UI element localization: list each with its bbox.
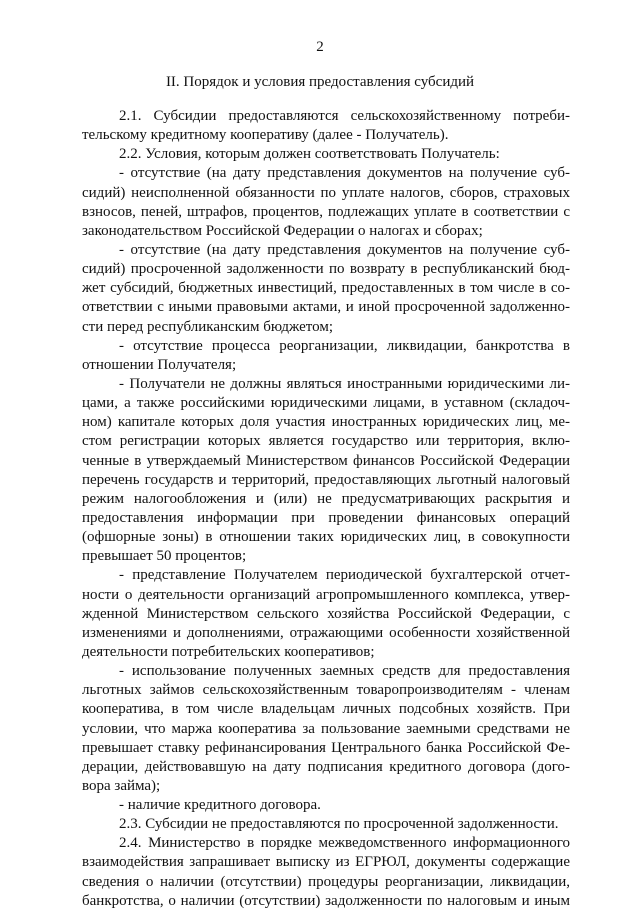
text-line: сидий) просроченной задолженности по возврату в республиканский бюд- <box>82 261 570 278</box>
text-line: жденной Министерством сельского хозяйства Российской Федерации, с <box>82 605 570 622</box>
text-line: - наличие кредитного договора. <box>119 797 321 814</box>
text-line: превышает 50 процентов; <box>82 548 247 565</box>
text-line: сти перед республиканским бюджетом; <box>82 318 334 335</box>
text-line: - использование полученных заемных средств для предоставления <box>119 663 570 680</box>
text-line: взносов, пеней, штрафов, процентов, подлежащих уплате в соответствии с <box>82 203 570 220</box>
text-line: - представление Получателем периодической бухгалтерской отчет- <box>119 567 570 584</box>
text-line: 2.1. Субсидии предоставляются сельскохозяйственному потреби- <box>119 108 570 124</box>
text-line: 2.3. Субсидии не предоставляются по просроченной задолженности. <box>119 816 559 833</box>
text-line: - отсутствие (на дату представления документов на получение суб- <box>119 165 570 182</box>
text-line: дерации, действовавшую на дату подписания кредитного договора (дого- <box>82 758 570 775</box>
text-line: - Получатели не должны являться иностранными юридическими ли- <box>119 375 570 392</box>
text-line: вора займа); <box>82 777 161 794</box>
text-line: ном) капитале которых доля участия иностранных юридических лиц, ме- <box>82 414 570 431</box>
text-line: льготных займов сельскохозяйственным товаропроизводителям - членам <box>82 682 570 699</box>
page-number: 2 <box>316 39 324 55</box>
text-line: ности о деятельности организаций агропромышленного комплекса, утвер- <box>82 586 570 603</box>
text-line: деятельности потребительских кооперативов; <box>82 643 375 660</box>
text-line: превышает ставку рефинансирования Центрального банка Российской Фе- <box>82 739 570 756</box>
text-line: условии, что маржа кооператива за пользование заемными средствами не <box>82 720 570 737</box>
text-line: - отсутствие (на дату представления документов на получение суб- <box>119 241 570 258</box>
text-line: законодательством Российской Федерации о налогах и сборах; <box>82 222 483 239</box>
text-line: перечень государств и территорий, предоставляющих льготный налоговый <box>82 471 570 488</box>
text-line: банкротства, о наличии (отсутствии) задолженности по налоговым и иным <box>82 892 570 909</box>
text-line: 2.4. Министерство в порядке межведомственного информационного <box>119 835 570 852</box>
text-line: ченные в утверждаемый Министерством финансов Российской Федерации <box>82 452 570 469</box>
text-line: тельскому кредитному кооперативу (далее - Получатель). <box>82 127 449 144</box>
text-line: 2.2. Условия, которым должен соответствовать Получатель: <box>119 146 500 163</box>
text-line: сидий) неисполненной обязанности по уплате налогов, сборов, страховых <box>82 184 570 201</box>
text-line: предоставления информации при проведении финансовых операций <box>82 509 570 526</box>
text-line: - отсутствие процесса реорганизации, ликвидации, банкротства в <box>119 337 570 354</box>
text-line: жет субсидий, бюджетных инвестиций, предоставленных в том числе в со- <box>82 280 570 297</box>
section-title: II. Порядок и условия предоставления субсидий <box>165 74 475 90</box>
text-line: цами, а также российскими юридическими лицами, в уставном (складоч- <box>82 395 570 412</box>
text-line: режим налогообложения и (или) не предусматривающих раскрытия и <box>82 490 570 507</box>
text-line: взаимодействия запрашивает выписку из ЕГРЮЛ, документы содержащие <box>82 854 570 871</box>
document-body <box>82 107 570 911</box>
text-line: изменениями и дополнениями, отражающими особенности хозяйственной <box>82 624 570 641</box>
text-line: кооператива, в том числе владельцам личных подсобных хозяйств. При <box>82 701 570 718</box>
text-line: отношении Получателя; <box>82 356 237 373</box>
text-line: ответствии с иными правовыми актами, и иной просроченной задолженно- <box>82 299 570 316</box>
text-line: стом регистрации которых является государство или территория, вклю- <box>82 433 570 450</box>
text-line: сведения о наличии (отсутствии) процедуры реорганизации, ликвидации, <box>82 873 570 890</box>
text-line: (офшорные зоны) в отношении таких юридических лиц, в совокупности <box>82 529 570 546</box>
